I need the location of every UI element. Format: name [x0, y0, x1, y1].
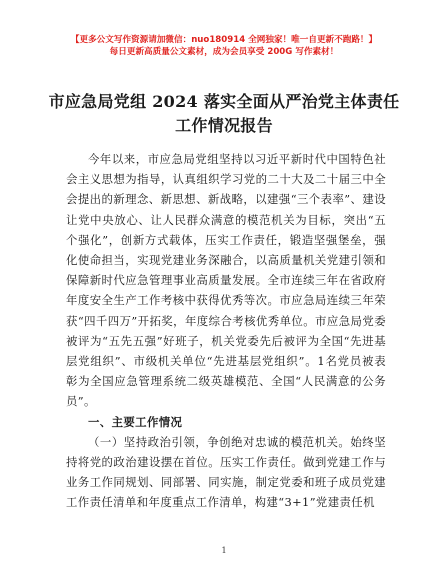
promo-banner-line1: 【更多公文写作资源请加微信：nuo180914 全网独家！唯一自更新不跑路！】	[70, 35, 378, 45]
document-body	[66, 149, 386, 513]
document-title	[40, 90, 408, 138]
intro-paragraph: 今年以来，市应急局党组坚持以习近平新时代中国特色社会主义思想为指导，认真组织学习党的二十大及二十届三中全会提出的新理念、新思想、新战略，以建强“三个表率”、建设让党中央放心、让人民群众满意的模范机关为目标，突出“五个强化”，创新方式载体，压实工作责任，锻造坚强堡垒，强化使命担当，实现党建业务深融合，以高质量机关党建引领和保障新时代应急管理事业高质量发展。全市连续三年在省政府年度安全生产工作考核中获得优秀等次。市应急局连续三年荣获“四千四万”开拓奖，年度综合考核优秀单位。市应急局党委被评为“五先五强”好班子，机关党委先后被评为全国“先进基层党组织”、市级机关单位“先进基层党组织”。1名党员被表彰为全国应急管理系统二级英雄模范、全国“人民满意的公务员”。	[66, 152, 386, 409]
promo-banner	[0, 34, 448, 58]
promo-banner-line2: 每日更新高质量公文素材，成为会员享受 200G 写作素材！	[109, 47, 339, 57]
document-title-line1: 市应急局党组 2024 落实全面从严治党主体责任	[48, 92, 400, 111]
document-title-line2: 工作情况报告	[175, 116, 273, 135]
page-number: 1	[221, 546, 227, 555]
section-heading: 一、主要工作情况	[88, 414, 183, 429]
section-paragraph: （一）坚持政治引领，争创绝对忠诚的模范机关。始终坚持将党的政治建设摆在首位。压实工作责任。做到党建工作与业务工作同规划、同部署、同实施，制定党委和班子成员党建工作责任清单和年度重点工作清单，构建“3+1”党建责任机	[66, 434, 386, 510]
